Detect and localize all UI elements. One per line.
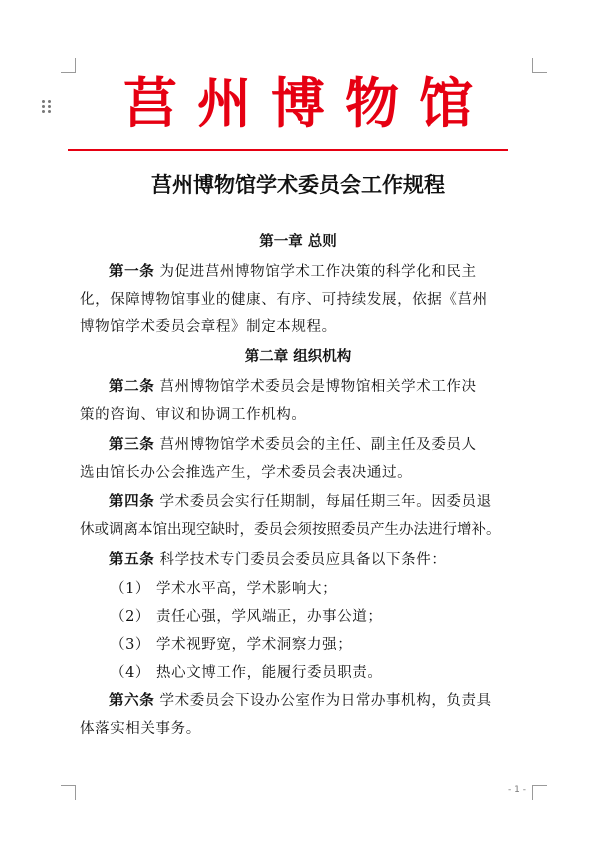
condition-item	[110, 578, 530, 600]
crop-mark-bottom-right	[532, 785, 547, 800]
article-label: 第六条	[109, 693, 155, 709]
crop-mark-bottom-left	[61, 785, 76, 800]
condition-item	[110, 634, 530, 656]
article-1	[80, 259, 530, 342]
article-line: 博物馆学术委员会章程》制定本规程。	[80, 319, 337, 335]
condition-text: 热心文博工作，能履行委员职责。	[156, 665, 383, 681]
article-2	[80, 374, 530, 429]
document-title: 莒州博物馆学术委员会工作规程	[151, 172, 445, 197]
article-line: 学术委员会下设办公室作为日常办事机构，负责具	[159, 693, 492, 709]
article-5	[80, 547, 530, 575]
masthead-divider	[68, 149, 508, 151]
condition-number: （4）	[110, 665, 151, 681]
article-label: 第二条	[109, 379, 155, 395]
article-4	[80, 489, 530, 544]
article-6	[80, 688, 530, 743]
article-line: 莒州博物馆学术委员会是博物馆相关学术工作决	[159, 379, 477, 395]
article-label: 第三条	[109, 437, 155, 453]
condition-item	[110, 606, 530, 628]
article-line: 莒州博物馆学术委员会的主任、副主任及委员人	[159, 437, 477, 453]
condition-text: 学术水平高，学术影响大；	[156, 581, 338, 597]
article-3	[80, 432, 530, 487]
masthead-title: 莒州博物馆	[123, 71, 493, 135]
chapter-heading: 第一章 总则	[259, 234, 337, 250]
article-line: 化，保障博物馆事业的健康、有序、可持续发展，依据《莒州	[80, 291, 488, 308]
condition-number: （3）	[110, 637, 151, 653]
article-line: 为促进莒州博物馆学术工作决策的科学化和民主	[159, 264, 477, 280]
article-line: 休或调离本馆出现空缺时，委员会须按照委员产生办法进行增补。	[80, 521, 501, 538]
article-line: 策的咨询、审议和协调工作机构。	[80, 406, 307, 423]
page-number: - 1 -	[508, 785, 526, 795]
article-line: 选由馆长办公会推选产生，学术委员会表决通过。	[80, 464, 413, 481]
condition-text: 学术视野宽，学术洞察力强；	[156, 637, 353, 653]
article-line: 学术委员会实行任期制，每届任期三年。因委员退	[159, 494, 492, 510]
condition-number: （1）	[110, 581, 151, 597]
article-label: 第一条	[109, 264, 155, 280]
article-line: 科学技术专门委员会委员应具备以下条件：	[159, 552, 447, 568]
chapter-heading: 第二章 组织机构	[244, 349, 352, 365]
article-label: 第五条	[109, 552, 155, 568]
article-label: 第四条	[109, 494, 155, 510]
drag-handle-icon[interactable]	[41, 99, 53, 115]
condition-text: 责任心强，学风端正，办事公道；	[156, 609, 383, 625]
condition-item	[110, 662, 530, 684]
article-line: 体落实相关事务。	[80, 720, 201, 737]
condition-number: （2）	[110, 609, 151, 625]
